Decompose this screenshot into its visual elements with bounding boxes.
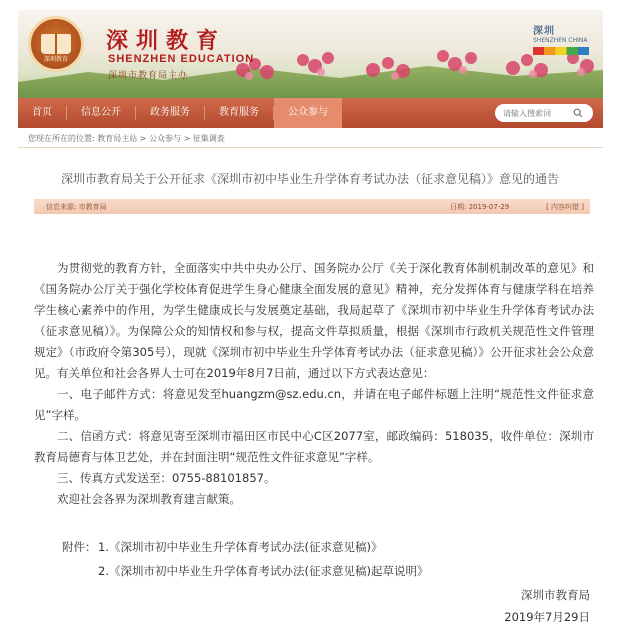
- main-nav: [18, 98, 603, 128]
- book-icon: [41, 34, 71, 54]
- city-logo-en: SHENZHEN CHINA: [533, 37, 588, 44]
- city-logo-cn: 深圳: [533, 26, 555, 37]
- search-box[interactable]: [495, 104, 593, 122]
- body-paragraph: 为贯彻党的教育方针，全面落实中共中央办公厅、国务院办公厅《关于深化教育体制机制改革的意见》和《国务院办公厅关于强化学校体育促进学生身心健康全面发展的意见》精神，充分发挥体育与健康学科在培养学生核心素养中的作用，为学生健康成长与发展奠定基础，我局起草了《深圳市初中毕业生升学体育考试办法（征求意见稿）》。为保障公众的知情权和参与权，提高文件草拟质量，根据《深圳市行政机关规范性文件管理规定》（市政府令第305号），现就《深圳市初中毕业生升学体育考试办法（征求意见稿）》公开征求社会公众意见。有关单位和社会各界人士可在2019年8月7日前，通过以下方式表达意见：: [34, 261, 594, 380]
- article-body: [34, 258, 594, 510]
- nav-item-public-participation[interactable]: 公众参与: [274, 98, 342, 128]
- signature-organization: 深圳市教育局: [521, 588, 590, 602]
- signature-date: 2019年7月29日: [504, 610, 590, 624]
- body-paragraph: 二、信函方式：将意见寄至深圳市福田区市民中心C区2077室，邮政编码：518035，收件单位：深圳市教育局德育与体卫艺处，并在封面注明“规范性文件征求意见”字样。: [34, 429, 594, 464]
- body-paragraph: 欢迎社会各界为深圳教育建言献策。: [57, 492, 241, 506]
- search-icon[interactable]: [573, 108, 583, 118]
- nav-item-info-disclosure[interactable]: 信息公开: [81, 107, 121, 118]
- logo-seal-text: 深圳教育: [43, 56, 68, 63]
- nav-item-edu-services[interactable]: 教育服务: [219, 107, 259, 118]
- education-logo[interactable]: [28, 16, 84, 72]
- attachment-link-2[interactable]: 2.《深圳市初中毕业生升学体育考试办法(征求意见稿)起草说明》: [98, 564, 429, 578]
- breadcrumb-separator: >: [139, 134, 150, 143]
- breadcrumb-separator: >: [183, 134, 193, 143]
- breadcrumb-prefix: 您现在所在的位置:: [28, 134, 95, 143]
- breadcrumb-link-participation[interactable]: 公众参与: [149, 134, 182, 143]
- article-source: 信息来源: 市教育局: [46, 202, 107, 211]
- article-meta-bar: [34, 199, 590, 214]
- attachments-label: 附件：: [62, 540, 97, 554]
- breadcrumb: [28, 133, 225, 144]
- breadcrumb-link-home[interactable]: 教育局主站: [97, 134, 138, 143]
- shenzhen-city-logo: [533, 22, 589, 56]
- nav-item-home[interactable]: 首页: [32, 107, 52, 118]
- article-date: 日期: 2019-07-29: [450, 202, 510, 211]
- brand-title-cn: 深圳教育: [106, 28, 227, 54]
- rainbow-stripes-icon: [533, 47, 589, 55]
- article-title: 深圳市教育局关于公开征求《深圳市初中毕业生升学体育考试办法（征求意见稿）》意见的通告: [60, 172, 559, 186]
- content-correction-link[interactable]: [ 内容纠错 ]: [546, 202, 584, 211]
- brand-title-en: SHENZHEN EDUCATION: [108, 53, 255, 65]
- breadcrumb-divider: [18, 147, 603, 148]
- body-paragraph: 一、电子邮件方式：将意见发至huangzm@sz.edu.cn，并请在电子邮件标题上注明“规范性文件征求意见”字样。: [34, 387, 594, 422]
- search-input[interactable]: [503, 109, 573, 118]
- body-paragraph: 三、传真方式发送至：0755-88101857。: [57, 471, 276, 485]
- site-banner: [18, 10, 603, 98]
- attachment-link-1[interactable]: 1.《深圳市初中毕业生升学体育考试办法(征求意见稿)》: [98, 540, 383, 554]
- brand-subtitle: 深圳市教育局主办: [108, 71, 189, 81]
- nav-item-gov-services[interactable]: 政务服务: [150, 107, 190, 118]
- breadcrumb-link-survey[interactable]: 征集调查: [192, 134, 225, 143]
